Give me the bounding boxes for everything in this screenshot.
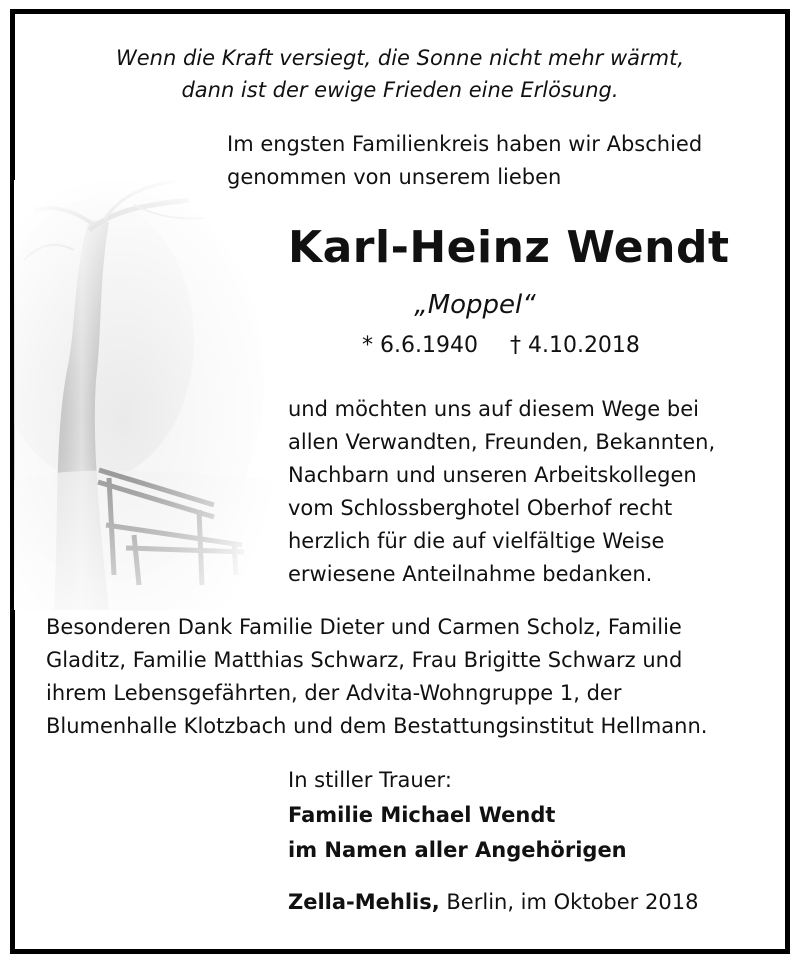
poem-line-1: Wenn die Kraft versiegt, die Sonne nicht mehr wärmt,	[115, 46, 684, 70]
thanks-line: Nachbarn und unseren Arbeitskollegen	[288, 463, 697, 487]
special-thanks-paragraph	[46, 611, 707, 743]
deceased-nickname: „Moppel“	[414, 290, 536, 320]
thanks-line: und möchten uns auf diesem Wege bei	[288, 397, 699, 421]
thanks-paragraph	[288, 393, 715, 591]
thanks-line: allen Verwandten, Freunden, Bekannten,	[288, 430, 716, 454]
intro-line-2: genommen von unserem lieben	[227, 165, 562, 189]
thanks-line: herzlich für die auf vielfältige Weise	[288, 529, 665, 553]
family-name: Familie Michael Wendt	[288, 803, 556, 827]
tree-and-bench-illustration	[14, 180, 284, 610]
relatives-line: im Namen aller Angehörigen	[288, 838, 627, 862]
intro-text	[227, 128, 702, 194]
intro-line-1: Im engsten Familienkreis haben wir Abschied	[227, 132, 703, 156]
place-and-date	[288, 890, 698, 914]
life-dates	[362, 333, 640, 358]
place-rest: Berlin, im Oktober 2018	[439, 890, 699, 914]
place-city: Zella-Mehlis,	[288, 890, 440, 914]
thanks-line: vom Schlossberghotel Oberhof recht	[288, 496, 673, 520]
signature-block	[288, 763, 627, 868]
thanks-line: erwiesene Anteilnahme bedanken.	[288, 562, 653, 586]
special-thanks-line: ihrem Lebensgefährten, der Advita-Wohngruppe 1, der	[46, 681, 622, 705]
mourning-line: In stiller Trauer:	[288, 768, 452, 792]
special-thanks-line: Gladitz, Familie Matthias Schwarz, Frau Brigitte Schwarz und	[46, 648, 683, 672]
special-thanks-line: Blumenhalle Klotzbach und dem Bestattungsinstitut Hellmann.	[46, 714, 708, 738]
special-thanks-line: Besonderen Dank Familie Dieter und Carmen Scholz, Familie	[46, 615, 682, 639]
poem-quote	[0, 42, 800, 106]
death-date: † 4.10.2018	[509, 333, 640, 358]
deceased-name: Karl-Heinz Wendt	[288, 222, 730, 273]
birth-date: * 6.6.1940	[362, 333, 478, 358]
poem-line-2: dann ist der ewige Frieden eine Erlösung.	[181, 78, 619, 102]
